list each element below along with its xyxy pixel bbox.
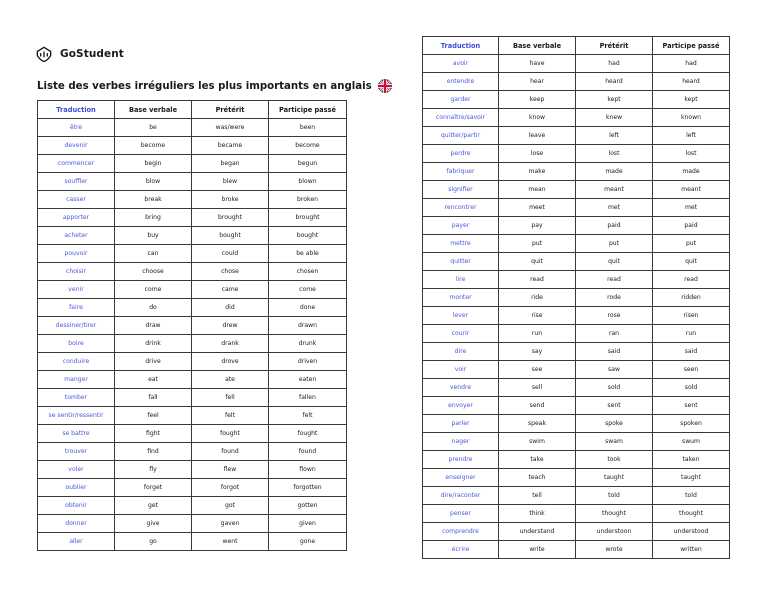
page-title: Liste des verbes irréguliers les plus importants en anglais <box>37 80 372 92</box>
cell-preterit: saw <box>576 361 653 379</box>
cell-base-verbale: eat <box>115 371 192 389</box>
cell-participe-passe: fought <box>269 425 347 443</box>
cell-preterit: sold <box>576 379 653 397</box>
cell-participe-passe: taught <box>653 469 730 487</box>
cell-traduction: quitter/partir <box>423 127 499 145</box>
header-traduction: Traduction <box>423 37 499 55</box>
cell-preterit: could <box>192 245 269 263</box>
cell-participe-passe: drawn <box>269 317 347 335</box>
cell-preterit: made <box>576 163 653 181</box>
cell-preterit: went <box>192 533 269 551</box>
cell-preterit: gaven <box>192 515 269 533</box>
header-preterit: Prétérit <box>576 37 653 55</box>
cell-preterit: understoon <box>576 523 653 541</box>
table-row <box>38 389 347 407</box>
cell-preterit: knew <box>576 109 653 127</box>
cell-preterit: left <box>576 127 653 145</box>
cell-base-verbale: tell <box>499 487 576 505</box>
gostudent-logo-icon <box>34 44 54 64</box>
cell-traduction: dessiner/tirer <box>38 317 115 335</box>
cell-preterit: fought <box>192 425 269 443</box>
cell-traduction: souffler <box>38 173 115 191</box>
cell-preterit: told <box>576 487 653 505</box>
cell-base-verbale: understand <box>499 523 576 541</box>
cell-traduction: courir <box>423 325 499 343</box>
cell-preterit: put <box>576 235 653 253</box>
cell-base-verbale: have <box>499 55 576 73</box>
cell-participe-passe: understood <box>653 523 730 541</box>
table-row <box>38 119 347 137</box>
cell-traduction: connaître/savoir <box>423 109 499 127</box>
cell-base-verbale: find <box>115 443 192 461</box>
cell-preterit: came <box>192 281 269 299</box>
table-row <box>423 379 730 397</box>
cell-participe-passe: risen <box>653 307 730 325</box>
cell-traduction: écrire <box>423 541 499 559</box>
table-row <box>423 55 730 73</box>
cell-participe-passe: sent <box>653 397 730 415</box>
cell-preterit: thought <box>576 505 653 523</box>
cell-traduction: envoyer <box>423 397 499 415</box>
header-base-verbale: Base verbale <box>499 37 576 55</box>
cell-base-verbale: quit <box>499 253 576 271</box>
table-row <box>38 353 347 371</box>
cell-participe-passe: read <box>653 271 730 289</box>
cell-participe-passe: paid <box>653 217 730 235</box>
table-row <box>423 199 730 217</box>
cell-participe-passe: brought <box>269 209 347 227</box>
cell-traduction: payer <box>423 217 499 235</box>
cell-base-verbale: write <box>499 541 576 559</box>
cell-traduction: tomber <box>38 389 115 407</box>
table-row <box>38 245 347 263</box>
table-row <box>38 335 347 353</box>
cell-participe-passe: broken <box>269 191 347 209</box>
table-row <box>423 325 730 343</box>
table-row <box>423 253 730 271</box>
cell-preterit: drew <box>192 317 269 335</box>
cell-traduction: dire <box>423 343 499 361</box>
table-row <box>38 443 347 461</box>
cell-preterit: drove <box>192 353 269 371</box>
cell-participe-passe: given <box>269 515 347 533</box>
cell-base-verbale: swim <box>499 433 576 451</box>
cell-participe-passe: made <box>653 163 730 181</box>
cell-traduction: signifier <box>423 181 499 199</box>
table-row <box>38 209 347 227</box>
table-row <box>38 227 347 245</box>
cell-base-verbale: make <box>499 163 576 181</box>
cell-traduction: prendre <box>423 451 499 469</box>
cell-participe-passe: flown <box>269 461 347 479</box>
cell-traduction: vendre <box>423 379 499 397</box>
table-row <box>423 361 730 379</box>
cell-base-verbale: take <box>499 451 576 469</box>
cell-preterit: took <box>576 451 653 469</box>
cell-participe-passe: bought <box>269 227 347 245</box>
cell-preterit: brought <box>192 209 269 227</box>
table-row <box>38 425 347 443</box>
cell-preterit: was/were <box>192 119 269 137</box>
cell-base-verbale: sell <box>499 379 576 397</box>
cell-base-verbale: drive <box>115 353 192 371</box>
cell-base-verbale: get <box>115 497 192 515</box>
cell-participe-passe: ridden <box>653 289 730 307</box>
header-traduction: Traduction <box>38 101 115 119</box>
cell-base-verbale: be <box>115 119 192 137</box>
table-row <box>423 73 730 91</box>
cell-participe-passe: seen <box>653 361 730 379</box>
cell-preterit: got <box>192 497 269 515</box>
cell-traduction: penser <box>423 505 499 523</box>
cell-traduction: lire <box>423 271 499 289</box>
table-row <box>38 173 347 191</box>
table-row <box>423 163 730 181</box>
header-participe-passe: Participe passé <box>653 37 730 55</box>
table-row <box>38 191 347 209</box>
table-row <box>38 461 347 479</box>
cell-base-verbale: come <box>115 281 192 299</box>
cell-base-verbale: know <box>499 109 576 127</box>
cell-participe-passe: told <box>653 487 730 505</box>
cell-traduction: commencer <box>38 155 115 173</box>
cell-base-verbale: forget <box>115 479 192 497</box>
cell-traduction: dire/raconter <box>423 487 499 505</box>
cell-preterit: read <box>576 271 653 289</box>
cell-base-verbale: run <box>499 325 576 343</box>
table-row <box>423 235 730 253</box>
cell-base-verbale: feel <box>115 407 192 425</box>
cell-base-verbale: draw <box>115 317 192 335</box>
cell-traduction: manger <box>38 371 115 389</box>
cell-base-verbale: think <box>499 505 576 523</box>
cell-preterit: drank <box>192 335 269 353</box>
cell-traduction: comprendre <box>423 523 499 541</box>
cell-traduction: quitter <box>423 253 499 271</box>
cell-traduction: pouvoir <box>38 245 115 263</box>
cell-traduction: trouver <box>38 443 115 461</box>
table-row <box>423 397 730 415</box>
cell-base-verbale: speak <box>499 415 576 433</box>
cell-traduction: oublier <box>38 479 115 497</box>
cell-base-verbale: rise <box>499 307 576 325</box>
cell-base-verbale: do <box>115 299 192 317</box>
cell-traduction: rencontrer <box>423 199 499 217</box>
cell-participe-passe: eaten <box>269 371 347 389</box>
cell-participe-passe: quit <box>653 253 730 271</box>
cell-participe-passe: drunk <box>269 335 347 353</box>
cell-traduction: parler <box>423 415 499 433</box>
table-row <box>38 299 347 317</box>
cell-base-verbale: read <box>499 271 576 289</box>
cell-participe-passe: begun <box>269 155 347 173</box>
cell-preterit: taught <box>576 469 653 487</box>
cell-participe-passe: written <box>653 541 730 559</box>
table-row <box>38 281 347 299</box>
cell-preterit: spoke <box>576 415 653 433</box>
cell-preterit: swam <box>576 433 653 451</box>
table-row <box>423 505 730 523</box>
table-row <box>423 289 730 307</box>
cell-preterit: became <box>192 137 269 155</box>
table-row <box>423 433 730 451</box>
cell-base-verbale: send <box>499 397 576 415</box>
table-row <box>423 343 730 361</box>
cell-participe-passe: be able <box>269 245 347 263</box>
cell-preterit: paid <box>576 217 653 235</box>
cell-preterit: forgot <box>192 479 269 497</box>
cell-preterit: said <box>576 343 653 361</box>
cell-participe-passe: fallen <box>269 389 347 407</box>
cell-base-verbale: go <box>115 533 192 551</box>
cell-traduction: se battre <box>38 425 115 443</box>
cell-participe-passe: spoken <box>653 415 730 433</box>
cell-participe-passe: put <box>653 235 730 253</box>
header-participe-passe: Participe passé <box>269 101 347 119</box>
cell-base-verbale: fly <box>115 461 192 479</box>
cell-traduction: mettre <box>423 235 499 253</box>
brand-logo <box>34 44 124 64</box>
table-row <box>423 415 730 433</box>
cell-participe-passe: gone <box>269 533 347 551</box>
uk-flag-icon <box>378 79 392 93</box>
cell-preterit: broke <box>192 191 269 209</box>
cell-preterit: fell <box>192 389 269 407</box>
cell-preterit: sent <box>576 397 653 415</box>
cell-preterit: quit <box>576 253 653 271</box>
table-row <box>38 263 347 281</box>
cell-participe-passe: come <box>269 281 347 299</box>
cell-traduction: conduire <box>38 353 115 371</box>
table-row <box>423 541 730 559</box>
cell-preterit: kept <box>576 91 653 109</box>
cell-traduction: avoir <box>423 55 499 73</box>
cell-preterit: lost <box>576 145 653 163</box>
table-row <box>423 451 730 469</box>
cell-traduction: obtenir <box>38 497 115 515</box>
cell-base-verbale: pay <box>499 217 576 235</box>
cell-traduction: casser <box>38 191 115 209</box>
cell-traduction: fabriquer <box>423 163 499 181</box>
cell-base-verbale: blow <box>115 173 192 191</box>
cell-base-verbale: bring <box>115 209 192 227</box>
cell-base-verbale: ride <box>499 289 576 307</box>
cell-traduction: aller <box>38 533 115 551</box>
cell-preterit: rose <box>576 307 653 325</box>
cell-preterit: bought <box>192 227 269 245</box>
table-row <box>38 371 347 389</box>
cell-base-verbale: fall <box>115 389 192 407</box>
table-row <box>38 155 347 173</box>
cell-base-verbale: teach <box>499 469 576 487</box>
cell-base-verbale: give <box>115 515 192 533</box>
cell-base-verbale: drink <box>115 335 192 353</box>
cell-participe-passe: become <box>269 137 347 155</box>
cell-traduction: boire <box>38 335 115 353</box>
cell-participe-passe: sold <box>653 379 730 397</box>
table-row <box>423 91 730 109</box>
cell-participe-passe: had <box>653 55 730 73</box>
cell-preterit: did <box>192 299 269 317</box>
cell-base-verbale: mean <box>499 181 576 199</box>
cell-traduction: garder <box>423 91 499 109</box>
cell-base-verbale: begin <box>115 155 192 173</box>
cell-traduction: devenir <box>38 137 115 155</box>
cell-participe-passe: known <box>653 109 730 127</box>
cell-preterit: meant <box>576 181 653 199</box>
cell-participe-passe: gotten <box>269 497 347 515</box>
cell-traduction: entendre <box>423 73 499 91</box>
cell-participe-passe: lost <box>653 145 730 163</box>
table-row <box>423 127 730 145</box>
cell-base-verbale: buy <box>115 227 192 245</box>
cell-base-verbale: see <box>499 361 576 379</box>
cell-participe-passe: heard <box>653 73 730 91</box>
cell-preterit: wrote <box>576 541 653 559</box>
cell-participe-passe: left <box>653 127 730 145</box>
cell-traduction: voler <box>38 461 115 479</box>
cell-preterit: rode <box>576 289 653 307</box>
cell-traduction: venir <box>38 281 115 299</box>
cell-traduction: monter <box>423 289 499 307</box>
cell-participe-passe: blown <box>269 173 347 191</box>
table-row <box>423 469 730 487</box>
cell-traduction: enseigner <box>423 469 499 487</box>
page-title-wrap <box>37 79 392 93</box>
cell-traduction: se sentir/ressentir <box>38 407 115 425</box>
cell-preterit: had <box>576 55 653 73</box>
cell-traduction: perdre <box>423 145 499 163</box>
cell-participe-passe: met <box>653 199 730 217</box>
cell-traduction: faire <box>38 299 115 317</box>
cell-participe-passe: forgotten <box>269 479 347 497</box>
cell-traduction: nager <box>423 433 499 451</box>
cell-preterit: ate <box>192 371 269 389</box>
cell-participe-passe: been <box>269 119 347 137</box>
cell-participe-passe: done <box>269 299 347 317</box>
cell-preterit: met <box>576 199 653 217</box>
cell-participe-passe: driven <box>269 353 347 371</box>
cell-preterit: blew <box>192 173 269 191</box>
cell-participe-passe: chosen <box>269 263 347 281</box>
cell-participe-passe: said <box>653 343 730 361</box>
header-preterit: Prétérit <box>192 101 269 119</box>
cell-traduction: voir <box>423 361 499 379</box>
table-row <box>423 487 730 505</box>
table-row <box>38 137 347 155</box>
cell-base-verbale: meet <box>499 199 576 217</box>
verbs-table-left <box>37 100 347 551</box>
cell-preterit: felt <box>192 407 269 425</box>
cell-traduction: acheter <box>38 227 115 245</box>
cell-participe-passe: meant <box>653 181 730 199</box>
table-header-row <box>38 101 347 119</box>
cell-traduction: apporter <box>38 209 115 227</box>
table-row <box>423 145 730 163</box>
cell-preterit: flew <box>192 461 269 479</box>
cell-traduction: donner <box>38 515 115 533</box>
cell-participe-passe: run <box>653 325 730 343</box>
verbs-table-right <box>422 36 730 559</box>
cell-base-verbale: become <box>115 137 192 155</box>
table-row <box>423 307 730 325</box>
cell-base-verbale: choose <box>115 263 192 281</box>
cell-base-verbale: leave <box>499 127 576 145</box>
table-header-row <box>423 37 730 55</box>
cell-base-verbale: put <box>499 235 576 253</box>
table-row <box>423 523 730 541</box>
cell-base-verbale: say <box>499 343 576 361</box>
cell-traduction: être <box>38 119 115 137</box>
cell-participe-passe: found <box>269 443 347 461</box>
table-row <box>423 217 730 235</box>
table-row <box>38 497 347 515</box>
cell-participe-passe: taken <box>653 451 730 469</box>
cell-participe-passe: kept <box>653 91 730 109</box>
cell-participe-passe: swum <box>653 433 730 451</box>
brand-name: GoStudent <box>60 48 124 60</box>
cell-base-verbale: keep <box>499 91 576 109</box>
cell-base-verbale: can <box>115 245 192 263</box>
cell-preterit: chose <box>192 263 269 281</box>
table-row <box>38 317 347 335</box>
cell-participe-passe: felt <box>269 407 347 425</box>
cell-base-verbale: fight <box>115 425 192 443</box>
cell-participe-passe: thought <box>653 505 730 523</box>
table-row <box>38 533 347 551</box>
cell-preterit: began <box>192 155 269 173</box>
cell-base-verbale: break <box>115 191 192 209</box>
cell-preterit: found <box>192 443 269 461</box>
table-row <box>423 271 730 289</box>
header-base-verbale: Base verbale <box>115 101 192 119</box>
table-row <box>423 181 730 199</box>
cell-traduction: lever <box>423 307 499 325</box>
cell-preterit: ran <box>576 325 653 343</box>
table-row <box>38 407 347 425</box>
cell-traduction: choisir <box>38 263 115 281</box>
table-row <box>38 479 347 497</box>
table-row <box>38 515 347 533</box>
cell-base-verbale: hear <box>499 73 576 91</box>
table-row <box>423 109 730 127</box>
cell-preterit: heard <box>576 73 653 91</box>
cell-base-verbale: lose <box>499 145 576 163</box>
